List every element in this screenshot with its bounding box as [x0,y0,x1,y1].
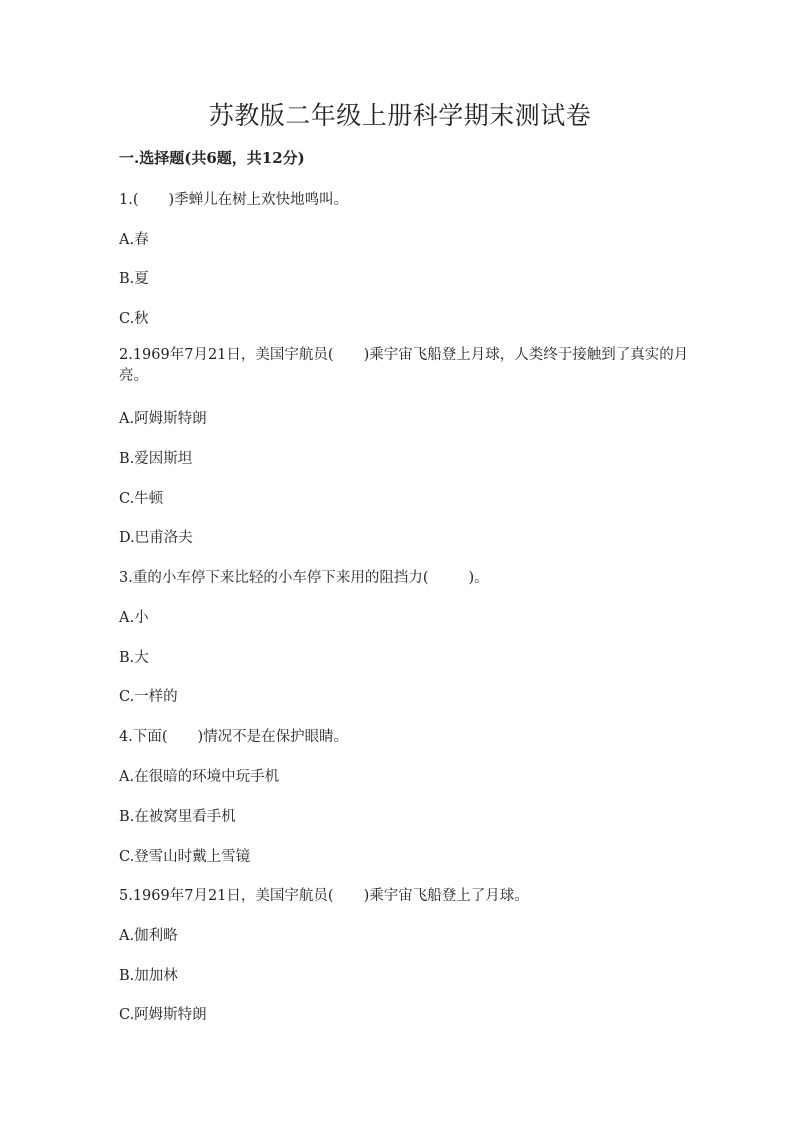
question-5-option-b: B.加加林 [119,968,178,984]
question-5-option-a: A.伽利略 [119,928,178,944]
question-2-option-c: C.牛顿 [119,491,164,507]
question-3-option-a: A.小 [119,610,149,626]
question-5-stem-end: )乘宇宙飞船登上了月球。 [363,888,529,904]
question-4 [119,725,348,746]
question-4-option-c: C.登雪山时戴上雪镜 [119,849,251,865]
question-2-option-b: B.爱因斯坦 [119,451,193,467]
question-3-option-c: C.一样的 [119,689,178,705]
question-5-option-c: C.阿姆斯特朗 [119,1007,207,1023]
question-3-option-b: B.大 [119,650,149,666]
question-3 [119,566,489,587]
question-1-option-b: B.夏 [119,271,149,287]
question-4-option-b: B.在被窝里看手机 [119,809,236,825]
question-2-stem-end: )乘宇宙飞船登上月球，人类终于接触到了真实的月亮。 [119,347,689,384]
question-1-stem-end: )季蝉儿在树上欢快地鸣叫。 [168,192,349,208]
question-3-stem-end: )。 [468,570,489,586]
question-2-stem-start: 2.1969年7月21日，美国宇航员( [119,347,334,363]
question-5-stem-start: 5.1969年7月21日，美国宇航员( [119,888,334,904]
question-1-option-c: C.秋 [119,311,149,327]
question-1 [119,188,348,209]
page-title: 苏教版二年级上册科学期末测试卷 [208,101,592,130]
question-2-option-a: A.阿姆斯特朗 [119,411,207,427]
question-1-stem-start: 1.( [119,192,139,208]
question-2 [119,345,689,387]
question-3-stem-start: 3.重的小车停下来比轻的小车停下来用的阻挡力( [119,570,429,586]
section-heading: 一.选择题(共6题，共12分) [119,149,305,167]
question-5 [119,884,529,905]
question-1-option-a: A.春 [119,232,149,248]
question-4-stem-end: )情况不是在保护眼睛。 [197,729,349,745]
question-2-option-d: D.巴甫洛夫 [119,530,193,546]
question-4-stem-start: 4.下面( [119,729,168,745]
question-4-option-a: A.在很暗的环境中玩手机 [119,769,280,785]
